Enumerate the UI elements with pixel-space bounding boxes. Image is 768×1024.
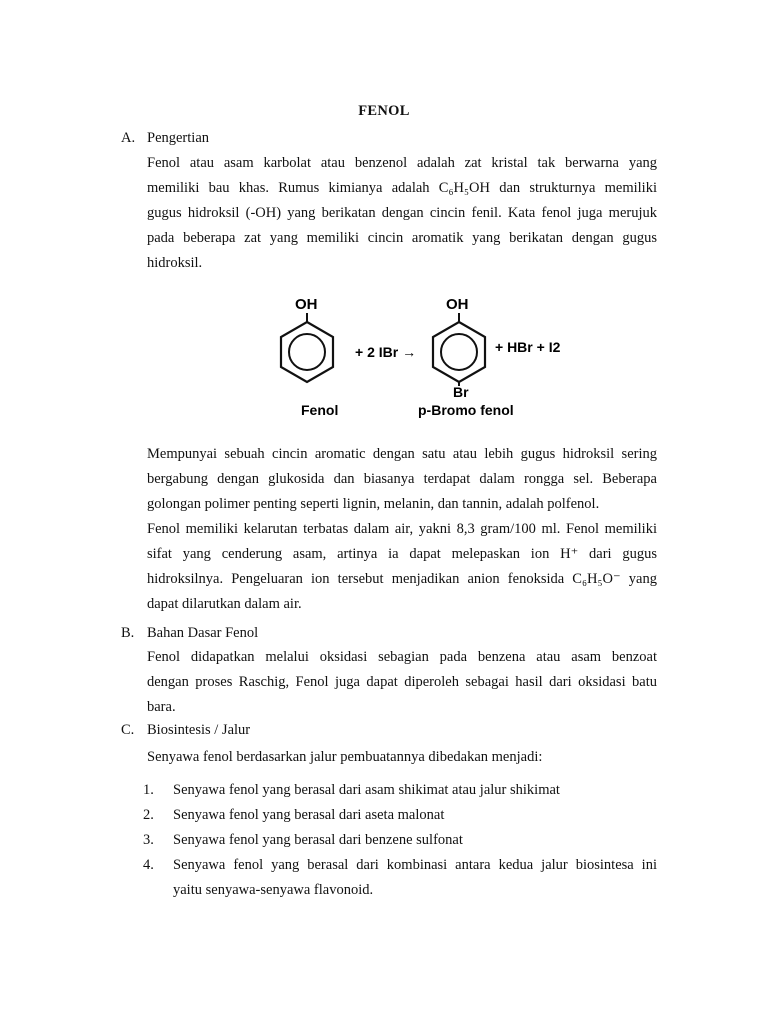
- list-item: [143, 803, 657, 828]
- text-line: pada beberapa zat yang memiliki cincin aromatik yang berikatan dengan gugus: [147, 230, 657, 246]
- text-line: bara.: [147, 699, 176, 715]
- paragraph-solubility: [147, 517, 657, 617]
- section-letter: B.: [121, 625, 135, 641]
- paragraph-biosynthesis: [147, 745, 657, 770]
- aromatic-circle: [441, 334, 477, 370]
- text-line: Fenol didapatkan melalui oksidasi sebagian pada benzena atau asam benzoat: [147, 649, 657, 665]
- products-text: + HBr + I2: [495, 339, 561, 355]
- list-text: Senyawa fenol yang berasal dari asam shikimat atau jalur shikimat: [173, 782, 560, 798]
- text-line: hidroksil.: [147, 255, 203, 271]
- list-number: 1.: [143, 782, 154, 798]
- list-number: 3.: [143, 832, 154, 848]
- text-line: Fenol memiliki kelarutan terbatas dalam air, yakni 8,3 gram/100 ml. Fenol memiliki: [147, 521, 657, 537]
- section-b-heading: [121, 625, 258, 642]
- paragraph-definition: [147, 151, 657, 276]
- oh-label-left: OH: [295, 296, 318, 313]
- list-number: 4.: [143, 857, 154, 873]
- text-line: memiliki bau khas. Rumus kimianya adalah C₆H₅OH dan strukturnya memiliki: [147, 180, 657, 196]
- text-line: sifat yang cenderung asam, artinya ia dapat melepaskan ion H⁺ dari gugus: [147, 546, 657, 562]
- list-item-continuation: [147, 878, 657, 903]
- reaction-diagram: [270, 286, 580, 426]
- text-line: gugus hidroksil (-OH) yang berikatan dengan cincin fenil. Kata fenol juga merujuk: [147, 205, 657, 221]
- reagent-text: + 2 IBr →: [355, 344, 417, 360]
- list-text: Senyawa fenol yang berasal dari aseta malonat: [173, 807, 445, 823]
- section-letter: C.: [121, 722, 135, 738]
- list-number: 2.: [143, 807, 154, 823]
- section-title: Pengertian: [147, 130, 210, 146]
- list-item: [143, 828, 657, 853]
- list-text: Senyawa fenol yang berasal dari kombinasi antara kedua jalur biosintesa ini: [173, 857, 657, 873]
- text-line: hidroksilnya. Pengeluaran ion tersebut menjadikan anion fenoksida C₆H₅O⁻ yang: [147, 571, 657, 587]
- text-line: bergabung dengan glukosida dan biasanya terdapat dalam rongga sel. Beberapa: [147, 471, 657, 487]
- aromatic-circle: [289, 334, 325, 370]
- section-title: Bahan Dasar Fenol: [147, 625, 259, 641]
- text-line: Mempunyai sebuah cincin aromatic dengan satu atau lebih gugus hidroksil sering: [147, 446, 657, 462]
- paragraph-aromatic: [147, 442, 657, 517]
- paragraph-raw-material: [147, 645, 657, 720]
- list-text: Senyawa fenol yang berasal dari benzene sulfonat: [173, 832, 463, 848]
- label-p-bromo-fenol: p-Bromo fenol: [418, 402, 514, 418]
- list-item: [143, 778, 657, 803]
- text-line: dengan proses Raschig, Fenol juga dapat diperoleh sebagai hasil dari oksidasi batu: [147, 674, 657, 690]
- section-letter: A.: [121, 130, 136, 146]
- list-text: yaitu senyawa-senyawa flavonoid.: [173, 882, 374, 898]
- section-a-heading: [121, 130, 209, 147]
- text-line: Senyawa fenol berdasarkan jalur pembuatannya dibedakan menjadi:: [147, 749, 543, 765]
- label-fenol: Fenol: [301, 402, 339, 418]
- text-line: golongan polimer penting seperti lignin, melanin, dan tannin, adalah polfenol.: [147, 496, 600, 512]
- br-label: Br: [453, 384, 469, 400]
- list-item: [143, 853, 657, 878]
- text-line: Fenol atau asam karbolat atau benzenol adalah zat kristal tak berwarna yang: [147, 155, 657, 171]
- oh-label-right: OH: [446, 296, 469, 313]
- text-line: dapat dilarutkan dalam air.: [147, 596, 302, 612]
- biosynthesis-list: [143, 778, 657, 903]
- section-title: Biosintesis / Jalur: [147, 722, 251, 738]
- section-c-heading: [121, 722, 250, 739]
- page-title: FENOL: [358, 103, 410, 119]
